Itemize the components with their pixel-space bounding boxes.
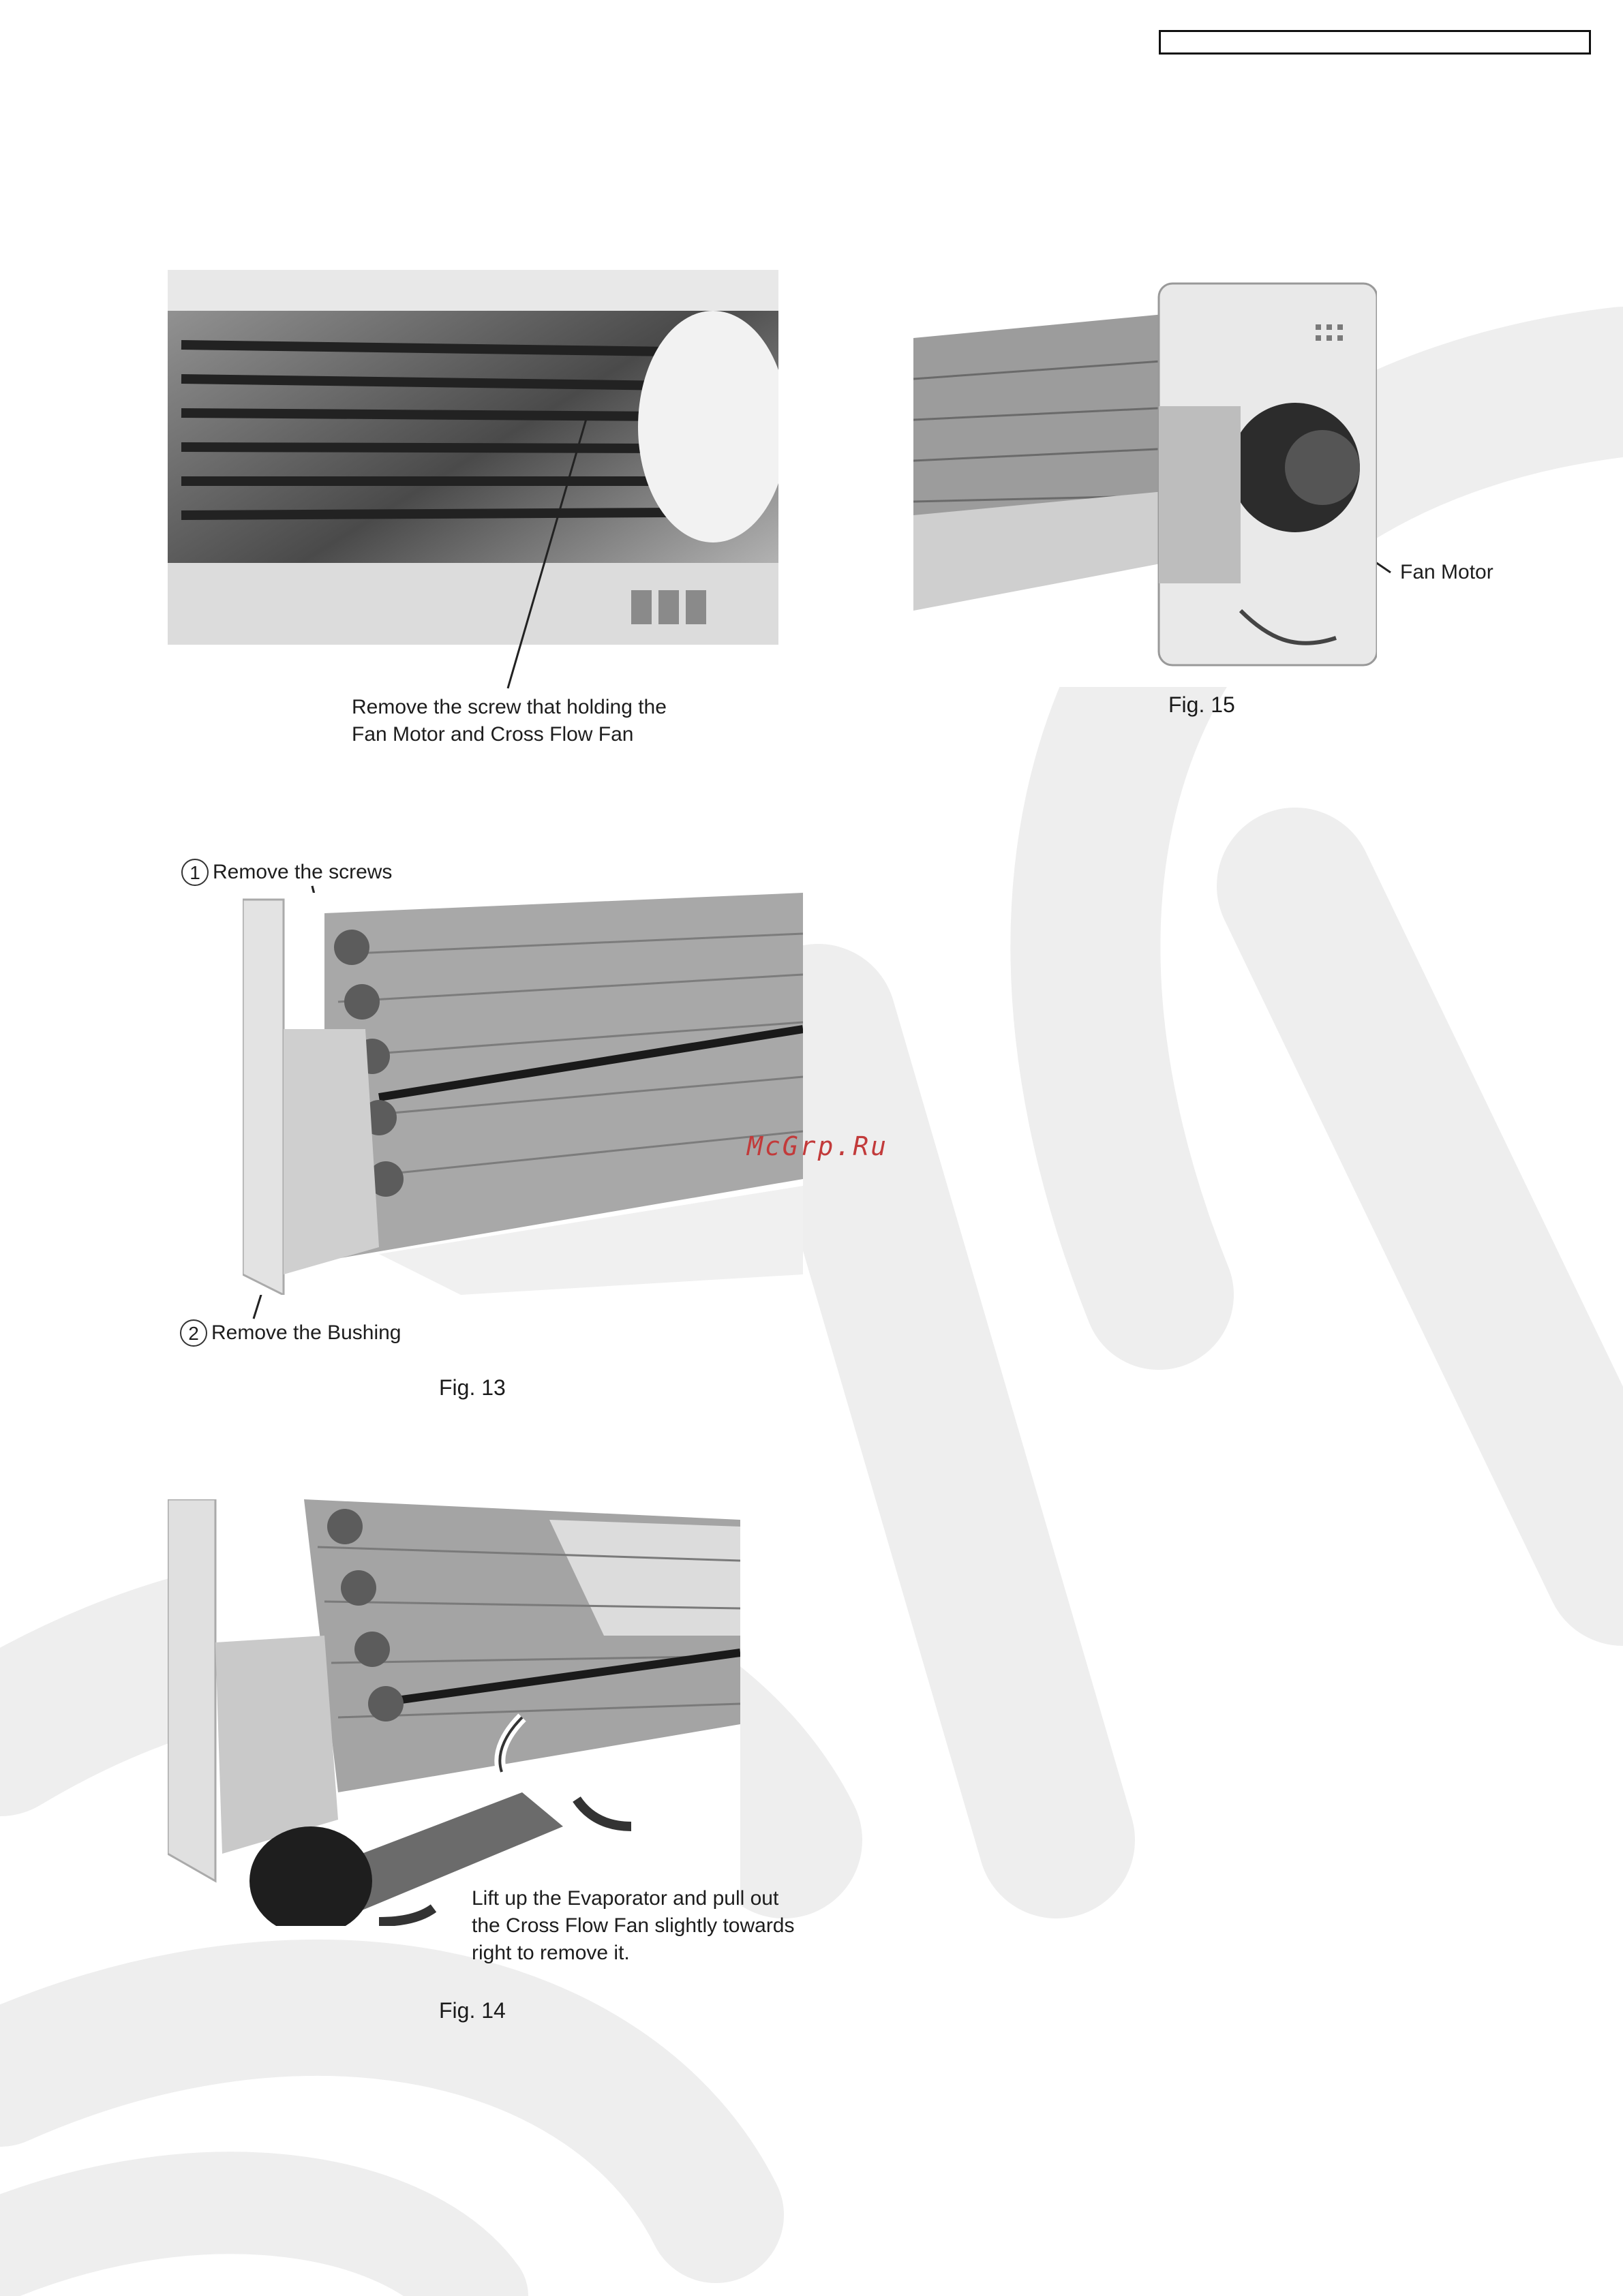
fig14-caption: Lift up the Evaporator and pull out the Cross Flow Fan slightly towards right to remove it.: [472, 1887, 795, 1964]
step1-label: Remove the screws: [213, 861, 393, 883]
photo-evaporator-screws: [243, 893, 803, 1295]
fig13-step2: [180, 1319, 401, 1347]
photo-fan-screw: [168, 270, 778, 645]
photo-cross-flow-fan: [168, 1499, 740, 1926]
fig15-title: Fig. 15: [1168, 692, 1235, 717]
photo-fan-motor: [913, 270, 1377, 687]
fig14-title: Fig. 14: [439, 1998, 506, 2023]
fig15-label-fan-motor: Fan Motor: [1400, 561, 1493, 583]
fig13-title: Fig. 13: [439, 1375, 506, 1400]
header-box: [1159, 30, 1591, 55]
watermark-stamp: McGrp.Ru: [747, 1131, 889, 1161]
step2-number: 2: [180, 1319, 207, 1347]
fig13-step1: [181, 859, 392, 886]
step2-label: Remove the Bushing: [211, 1321, 401, 1344]
step1-number: 1: [181, 859, 209, 886]
fig12-caption: Remove the screw that holding the Fan Motor and Cross Flow Fan: [352, 696, 667, 746]
